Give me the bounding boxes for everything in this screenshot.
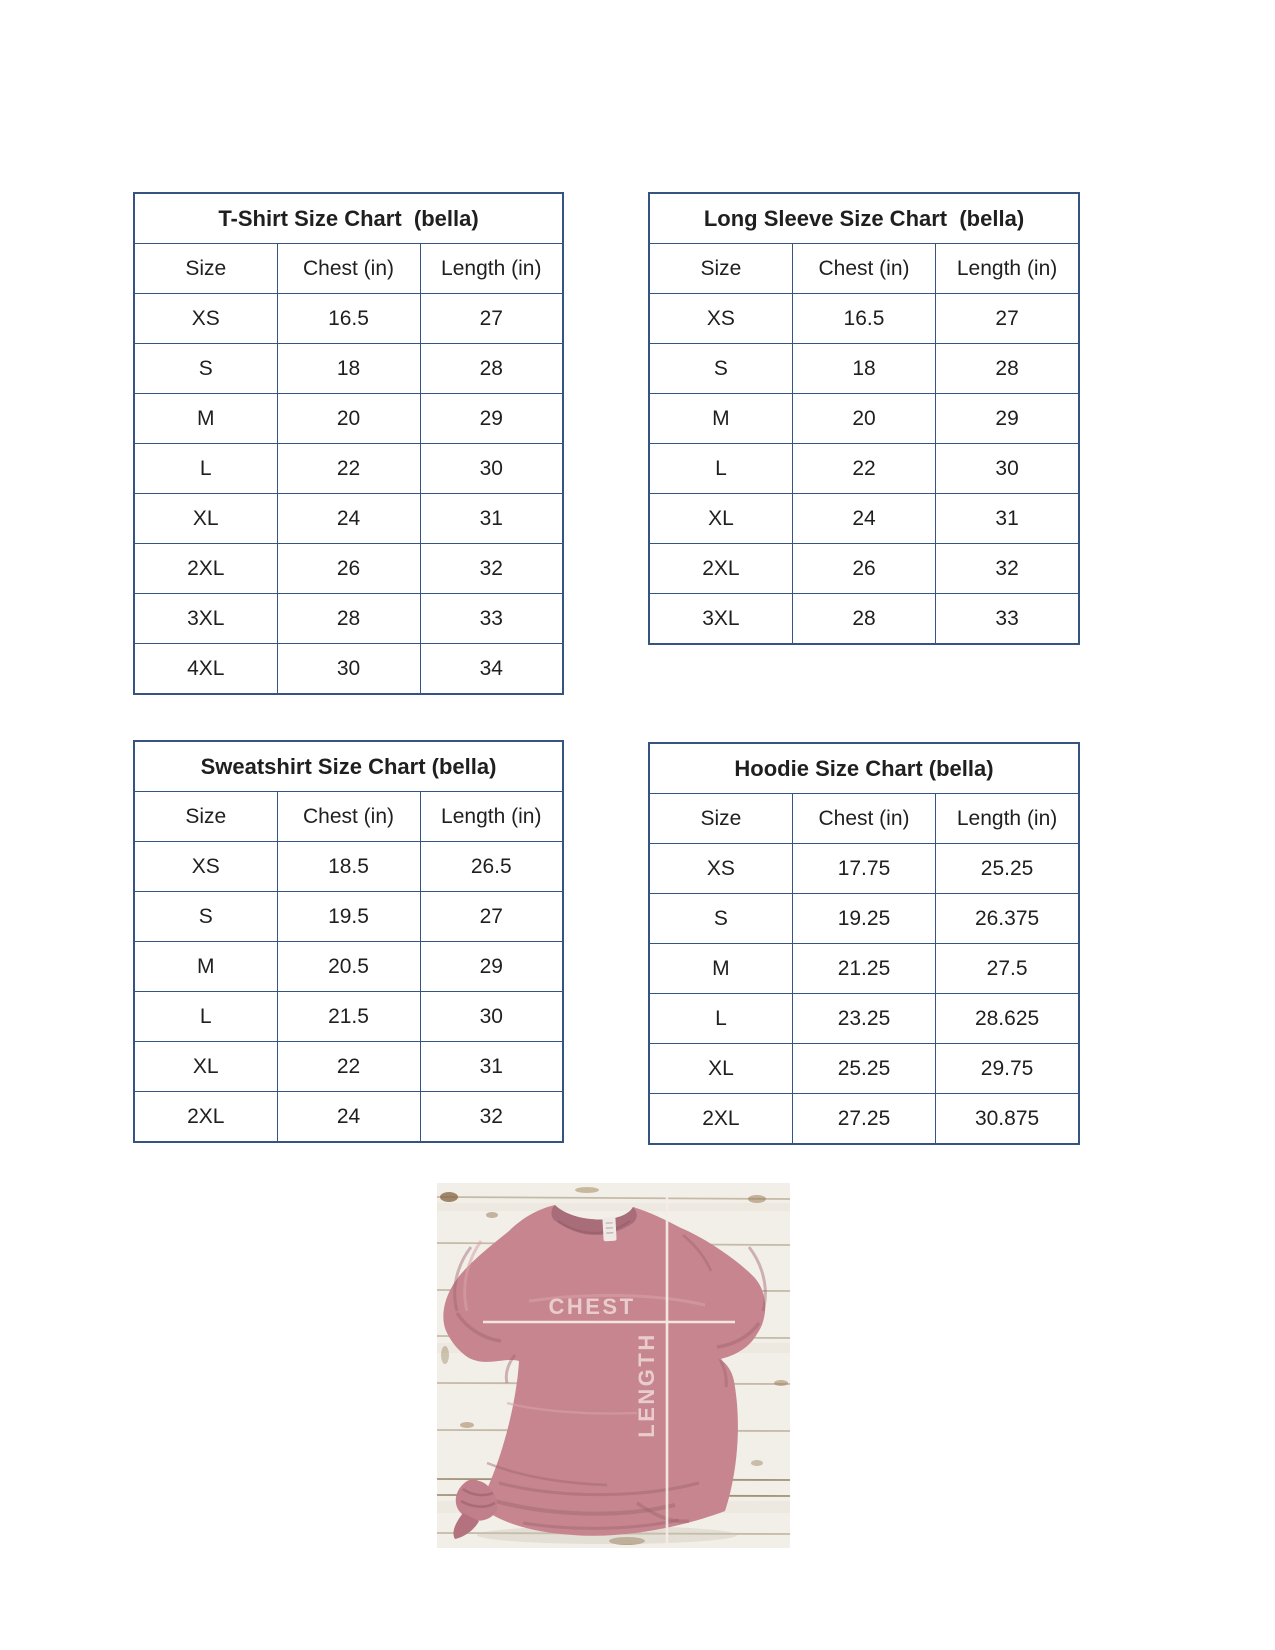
length-cell: 31 bbox=[936, 494, 1079, 544]
chest-cell: 27.25 bbox=[792, 1094, 935, 1145]
table-row bbox=[134, 294, 563, 344]
length-label: LENGTH bbox=[634, 1332, 659, 1438]
length-column-header: Length (in) bbox=[936, 794, 1079, 844]
table-row bbox=[649, 894, 1079, 944]
chest-column-header: Chest (in) bbox=[792, 794, 935, 844]
chest-cell: 20 bbox=[792, 394, 935, 444]
length-cell: 29 bbox=[420, 394, 563, 444]
length-cell: 27 bbox=[420, 892, 563, 942]
size-cell: S bbox=[649, 894, 792, 944]
table-row bbox=[649, 544, 1079, 594]
size-cell: S bbox=[649, 344, 792, 394]
length-cell: 30 bbox=[420, 444, 563, 494]
size-cell: XS bbox=[134, 842, 277, 892]
table-row bbox=[649, 594, 1079, 645]
measurement-photo bbox=[437, 1183, 790, 1548]
size-cell: M bbox=[134, 942, 277, 992]
size-cell: 3XL bbox=[649, 594, 792, 645]
table-header-row bbox=[649, 244, 1079, 294]
length-cell: 33 bbox=[936, 594, 1079, 645]
chest-column-header: Chest (in) bbox=[277, 792, 420, 842]
table-row bbox=[134, 344, 563, 394]
table-title-row bbox=[649, 743, 1079, 794]
chest-cell: 16.5 bbox=[277, 294, 420, 344]
length-cell: 34 bbox=[420, 644, 563, 695]
size-column-header: Size bbox=[134, 244, 277, 294]
chest-cell: 19.5 bbox=[277, 892, 420, 942]
chest-cell: 16.5 bbox=[792, 294, 935, 344]
chest-cell: 24 bbox=[277, 1092, 420, 1143]
chest-cell: 20 bbox=[277, 394, 420, 444]
length-cell: 33 bbox=[420, 594, 563, 644]
length-cell: 29 bbox=[420, 942, 563, 992]
size-cell: L bbox=[649, 444, 792, 494]
length-cell: 32 bbox=[420, 544, 563, 594]
table-row bbox=[649, 494, 1079, 544]
size-cell: M bbox=[649, 394, 792, 444]
table-row bbox=[134, 1042, 563, 1092]
chest-cell: 22 bbox=[277, 1042, 420, 1092]
length-cell: 31 bbox=[420, 1042, 563, 1092]
length-cell: 26.375 bbox=[936, 894, 1079, 944]
size-cell: L bbox=[649, 994, 792, 1044]
table-row bbox=[134, 544, 563, 594]
size-cell: XS bbox=[134, 294, 277, 344]
chest-cell: 24 bbox=[277, 494, 420, 544]
measurement-photo-svg bbox=[437, 1183, 790, 1548]
table-title-row bbox=[649, 193, 1079, 244]
table-title: Sweatshirt Size Chart (bella) bbox=[134, 741, 563, 792]
table-row bbox=[134, 942, 563, 992]
length-cell: 27 bbox=[936, 294, 1079, 344]
size-cell: 4XL bbox=[134, 644, 277, 695]
table-title: T-Shirt Size Chart (bella) bbox=[134, 193, 563, 244]
chest-cell: 26 bbox=[792, 544, 935, 594]
chest-cell: 23.25 bbox=[792, 994, 935, 1044]
table-header-row bbox=[134, 244, 563, 294]
table-row bbox=[134, 644, 563, 695]
length-column-header: Length (in) bbox=[420, 792, 563, 842]
length-column-header: Length (in) bbox=[936, 244, 1079, 294]
size-cell: S bbox=[134, 344, 277, 394]
size-column-header: Size bbox=[134, 792, 277, 842]
size-cell: XL bbox=[649, 1044, 792, 1094]
tshirt-size-chart-table bbox=[133, 192, 564, 695]
table-row bbox=[649, 1094, 1079, 1145]
longsleeve-table bbox=[648, 192, 1080, 645]
table-title-row bbox=[134, 193, 563, 244]
table-header-row bbox=[649, 794, 1079, 844]
length-cell: 30.875 bbox=[936, 1094, 1079, 1145]
chest-cell: 25.25 bbox=[792, 1044, 935, 1094]
table-row bbox=[134, 594, 563, 644]
table-row bbox=[134, 394, 563, 444]
size-cell: L bbox=[134, 992, 277, 1042]
length-cell: 30 bbox=[936, 444, 1079, 494]
chest-cell: 19.25 bbox=[792, 894, 935, 944]
size-cell: XS bbox=[649, 294, 792, 344]
length-cell: 27 bbox=[420, 294, 563, 344]
sweatshirt-size-chart-table bbox=[133, 740, 564, 1143]
chest-cell: 18 bbox=[792, 344, 935, 394]
size-cell: XS bbox=[649, 844, 792, 894]
length-cell: 28 bbox=[420, 344, 563, 394]
size-cell: 2XL bbox=[649, 544, 792, 594]
chest-column-header: Chest (in) bbox=[277, 244, 420, 294]
table-row bbox=[134, 842, 563, 892]
length-column-header: Length (in) bbox=[420, 244, 563, 294]
table-row bbox=[649, 294, 1079, 344]
table-row bbox=[649, 944, 1079, 994]
chest-cell: 22 bbox=[277, 444, 420, 494]
length-cell: 27.5 bbox=[936, 944, 1079, 994]
chest-cell: 18 bbox=[277, 344, 420, 394]
table-title-row bbox=[134, 741, 563, 792]
table-row bbox=[649, 844, 1079, 894]
table-row bbox=[649, 994, 1079, 1044]
chest-cell: 28 bbox=[277, 594, 420, 644]
size-cell: 2XL bbox=[649, 1094, 792, 1145]
chest-cell: 22 bbox=[792, 444, 935, 494]
chest-cell: 18.5 bbox=[277, 842, 420, 892]
length-cell: 31 bbox=[420, 494, 563, 544]
chest-cell: 30 bbox=[277, 644, 420, 695]
size-cell: L bbox=[134, 444, 277, 494]
length-cell: 28.625 bbox=[936, 994, 1079, 1044]
chest-cell: 26 bbox=[277, 544, 420, 594]
length-cell: 28 bbox=[936, 344, 1079, 394]
size-column-header: Size bbox=[649, 244, 792, 294]
length-cell: 26.5 bbox=[420, 842, 563, 892]
chest-cell: 21.25 bbox=[792, 944, 935, 994]
size-cell: S bbox=[134, 892, 277, 942]
sweatshirt-table bbox=[133, 740, 564, 1143]
table-row bbox=[134, 992, 563, 1042]
hoodie-table bbox=[648, 742, 1080, 1145]
chest-cell: 28 bbox=[792, 594, 935, 645]
size-cell: 2XL bbox=[134, 544, 277, 594]
table-row bbox=[649, 444, 1079, 494]
size-cell: XL bbox=[134, 1042, 277, 1092]
size-cell: M bbox=[649, 944, 792, 994]
length-cell: 32 bbox=[936, 544, 1079, 594]
brand-tag bbox=[602, 1217, 616, 1242]
table-title: Hoodie Size Chart (bella) bbox=[649, 743, 1079, 794]
chest-label: CHEST bbox=[548, 1294, 636, 1319]
size-cell: 2XL bbox=[134, 1092, 277, 1143]
tshirt-table bbox=[133, 192, 564, 695]
longsleeve-size-chart-table bbox=[648, 192, 1080, 645]
chest-cell: 24 bbox=[792, 494, 935, 544]
chest-cell: 20.5 bbox=[277, 942, 420, 992]
size-column-header: Size bbox=[649, 794, 792, 844]
length-cell: 30 bbox=[420, 992, 563, 1042]
chest-cell: 17.75 bbox=[792, 844, 935, 894]
size-cell: M bbox=[134, 394, 277, 444]
table-row bbox=[649, 1044, 1079, 1094]
table-row bbox=[134, 1092, 563, 1143]
length-cell: 29.75 bbox=[936, 1044, 1079, 1094]
table-row bbox=[649, 344, 1079, 394]
table-row bbox=[134, 892, 563, 942]
chest-cell: 21.5 bbox=[277, 992, 420, 1042]
size-cell: XL bbox=[649, 494, 792, 544]
table-header-row bbox=[134, 792, 563, 842]
length-cell: 29 bbox=[936, 394, 1079, 444]
table-row bbox=[134, 494, 563, 544]
size-cell: XL bbox=[134, 494, 277, 544]
chest-column-header: Chest (in) bbox=[792, 244, 935, 294]
size-cell: 3XL bbox=[134, 594, 277, 644]
length-cell: 32 bbox=[420, 1092, 563, 1143]
table-title: Long Sleeve Size Chart (bella) bbox=[649, 193, 1079, 244]
hoodie-size-chart-table bbox=[648, 742, 1080, 1145]
length-cell: 25.25 bbox=[936, 844, 1079, 894]
table-row bbox=[134, 444, 563, 494]
table-row bbox=[649, 394, 1079, 444]
